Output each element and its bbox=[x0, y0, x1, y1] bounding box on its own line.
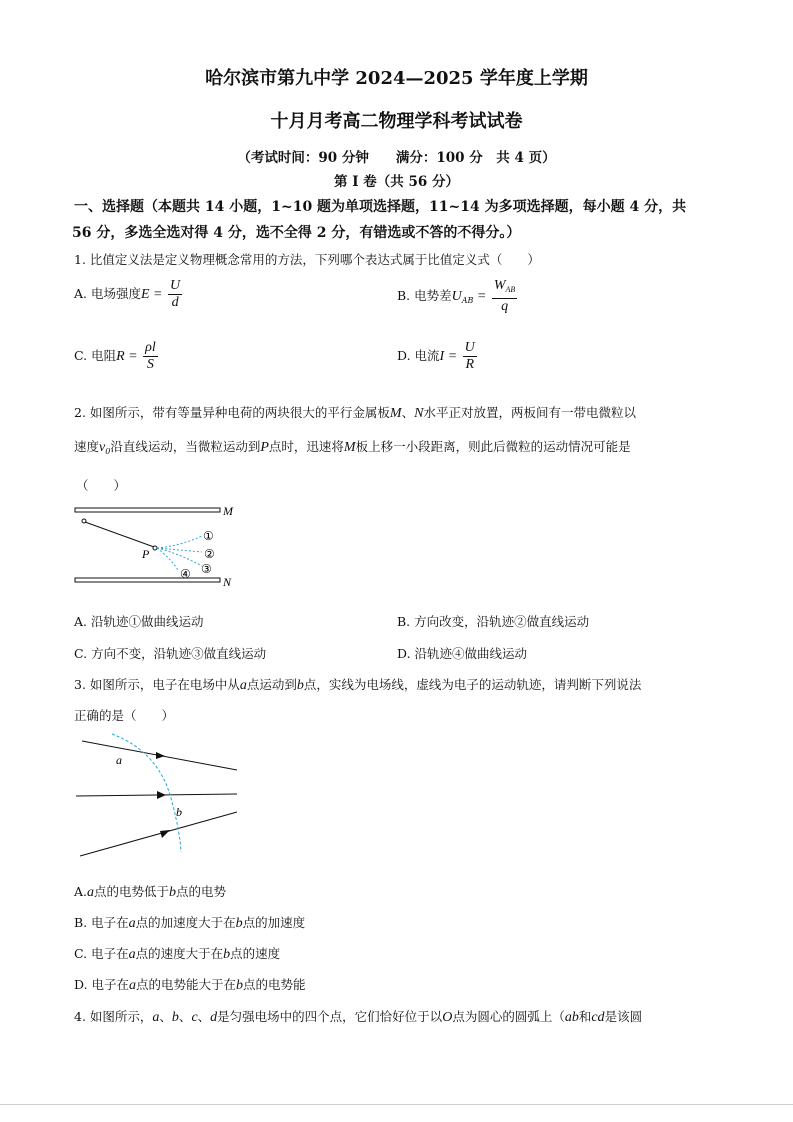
q1-option-b: B. 电势差$U_{AB}$ = $\frac{W_{AB}}{q}$ bbox=[397, 278, 516, 314]
path-3-label: ③ bbox=[201, 562, 212, 576]
label-p: P bbox=[142, 547, 150, 561]
q3-option-a: A.a点的电势低于b点的电势 bbox=[74, 884, 227, 900]
page-bottom-divider bbox=[0, 1104, 793, 1105]
q1-b-label: B. 电势差 bbox=[397, 288, 452, 303]
label-n: N bbox=[223, 575, 232, 589]
title-line-2: 十月月考高二物理学科考试试卷 bbox=[270, 111, 523, 132]
exam-info: （考试时间：90 分钟 满分：100 分 共 4 页） bbox=[237, 150, 556, 166]
field-line-3 bbox=[80, 812, 237, 856]
q4-stem-line-1: 4. 如图所示，a、b、c、d是匀强电场中的四个点，它们恰好位于以O点为圆心的圆弧上（ab和cd是该圆 bbox=[74, 1009, 643, 1025]
field-arrow-1 bbox=[156, 752, 165, 759]
q1-option-c: C. 电阻R = $\frac{\rho l}{S}$ bbox=[74, 340, 156, 372]
field-arrow-2 bbox=[157, 791, 166, 799]
plate-m bbox=[75, 508, 220, 512]
q3-stem-line-2: 正确的是（ ） bbox=[74, 708, 175, 723]
plate-n bbox=[75, 578, 220, 582]
q1-c-fraction: $\frac{\rho l}{S}$ bbox=[145, 340, 156, 372]
q1-a-lhs: E bbox=[140, 287, 150, 302]
section-heading-line-2: 56 分，多选全选对得 4 分，选不全得 2 分，有错选或不答的不得分。） bbox=[72, 225, 521, 241]
trajectory-line bbox=[85, 522, 154, 547]
q1-option-d: D. 电流I = $\frac{U}{R}$ bbox=[397, 340, 475, 372]
q2-option-c: C. 方向不变，沿轨迹③做直线运动 bbox=[74, 646, 267, 661]
section-heading-line-1: 一、选择题（本题共 14 小题，1~10 题为单项选择题，11~14 为多项选择题，每小题 4 分，共 bbox=[74, 199, 687, 215]
q1-a-fraction: $\frac{U}{d}$ bbox=[170, 278, 181, 310]
path-2-label: ② bbox=[204, 547, 215, 561]
path-3 bbox=[157, 548, 202, 566]
label-a: a bbox=[116, 753, 122, 767]
label-m: M bbox=[223, 504, 233, 518]
path-4 bbox=[157, 548, 178, 570]
q2-stem-line-1: 2. 如图所示，带有等量异种电荷的两块很大的平行金属板M、N水平正对放置，两板间有一带电微粒以 bbox=[74, 405, 636, 421]
q3-stem-line-1: 3. 如图所示，电子在电场中从a点运动到b点，实线为电场线，虚线为电子的运动轨迹，请判断下列说法 bbox=[74, 677, 642, 693]
path-4-label: ④ bbox=[180, 567, 191, 581]
q1-a-label: A. 电场强度 bbox=[74, 286, 141, 301]
q1-c-label: C. 电阻 bbox=[74, 348, 117, 363]
volume-heading: 第 Ⅰ 卷（共 56 分） bbox=[334, 174, 459, 190]
q2-option-d: D. 沿轨迹④做曲线运动 bbox=[397, 646, 528, 661]
q3-option-d: D. 电子在a点的电势能大于在b点的电势能 bbox=[74, 977, 306, 993]
q2-option-a: A. 沿轨迹①做曲线运动 bbox=[74, 614, 204, 629]
q3-option-b: B. 电子在a点的加速度大于在b点的加速度 bbox=[74, 915, 306, 931]
q1-b-fraction: $\frac{W_{AB}}{q}$ bbox=[493, 278, 516, 314]
path-1-label: ① bbox=[203, 529, 214, 543]
title-line-1: 哈尔滨市第九中学 2024—2025 学年度上学期 bbox=[205, 68, 588, 89]
q1-d-label: D. 电流 bbox=[397, 348, 440, 363]
field-arrow-3 bbox=[160, 830, 170, 838]
q1-option-a: A. 电场强度E = $\frac{U}{d}$ bbox=[74, 278, 181, 310]
q2-stem-line-2: 速度$v_0$沿直线运动，当微粒运动到P点时，迅速将M板上移一小段距离，则此后微粒的运动情况可能是 bbox=[74, 439, 631, 456]
path-1 bbox=[157, 536, 202, 548]
q2-capacitor-figure bbox=[70, 502, 240, 594]
path-2 bbox=[157, 548, 202, 552]
q2-option-b: B. 方向改变，沿轨迹②做直线运动 bbox=[397, 614, 590, 629]
q1-d-fraction: $\frac{U}{R}$ bbox=[464, 340, 475, 372]
field-line-2 bbox=[76, 794, 237, 796]
q3-field-figure bbox=[70, 732, 245, 862]
point-p bbox=[153, 546, 157, 550]
q3-option-c: C. 电子在a点的速度大于在b点的速度 bbox=[74, 946, 281, 962]
electron-trajectory bbox=[112, 734, 181, 852]
q1-stem: 1. 比值定义法是定义物理概念常用的方法，下列哪个表达式属于比值定义式（ ） bbox=[74, 252, 540, 267]
q2-stem-line-3: （ ） bbox=[76, 478, 127, 493]
label-b: b bbox=[176, 805, 182, 819]
